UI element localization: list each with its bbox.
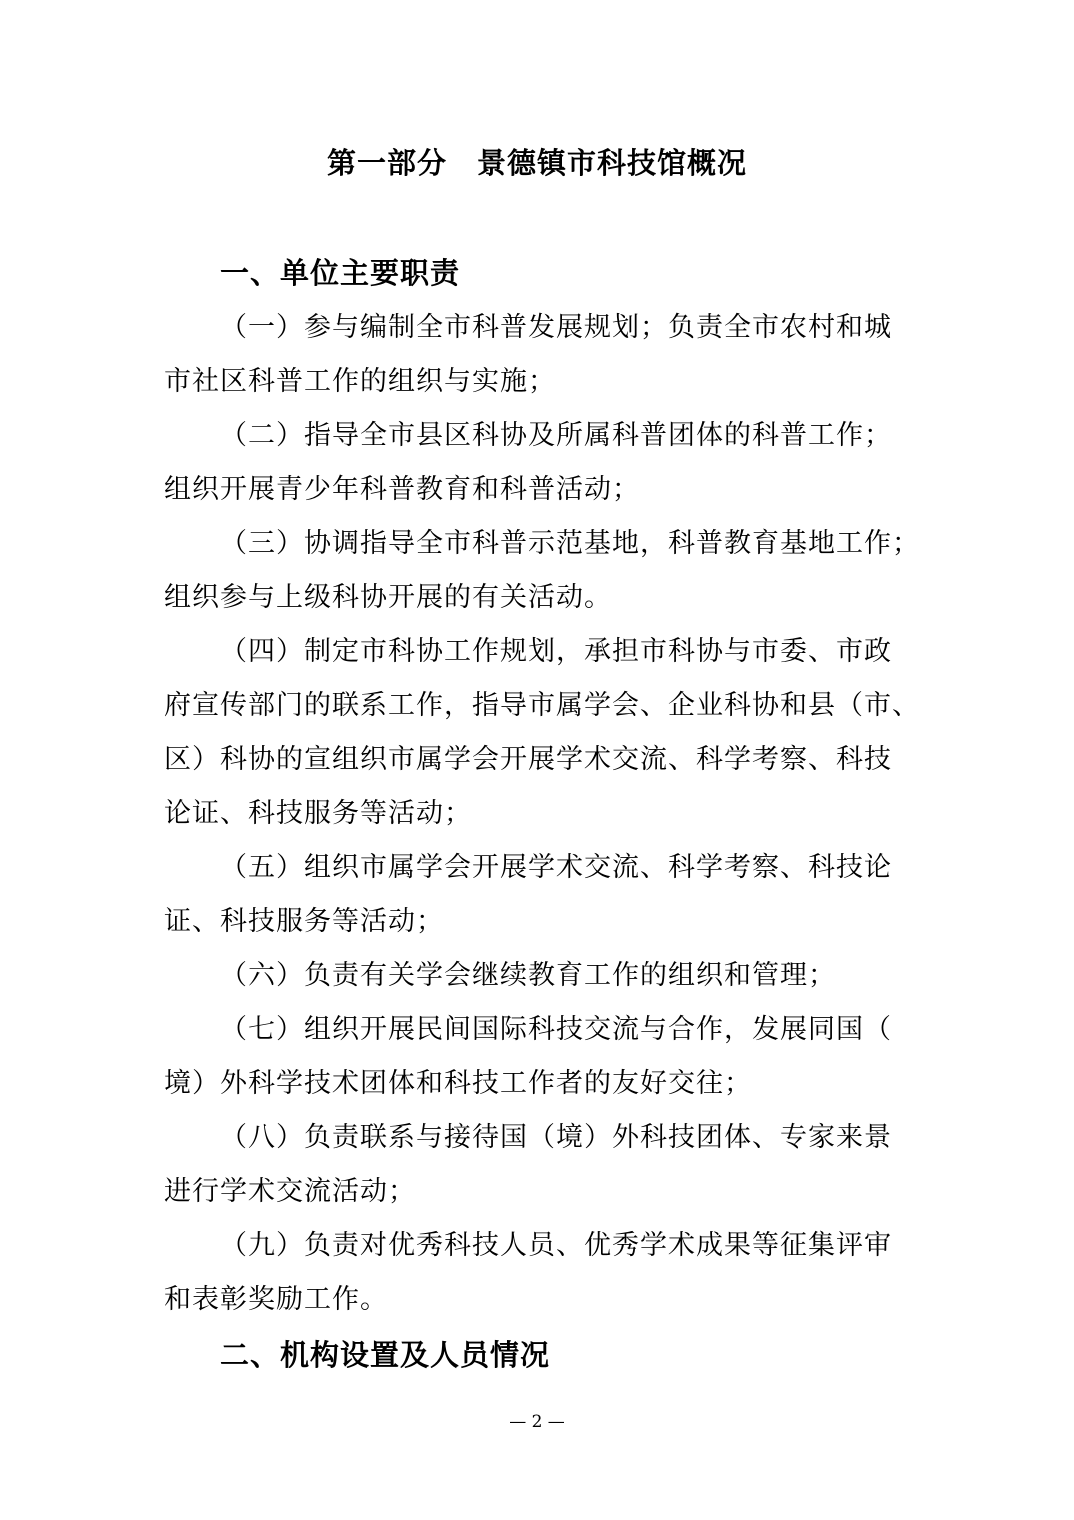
text-line: （三）协调指导全市科普示范基地，科普教育基地工作； [220,528,920,559]
text-line: （八）负责联系与接待国（境）外科技团体、专家来景 [220,1122,892,1153]
text-line: 论证、科技服务等活动； [164,798,472,829]
text-line: （七）组织开展民间国际科技交流与合作，发展同国（ [220,1014,892,1045]
section-heading-organization: 二、机构设置及人员情况 [220,1338,551,1372]
text-line: 证、科技服务等活动； [164,906,444,937]
text-line: 组织开展青少年科普教育和科普活动； [164,474,640,505]
text-line: （九）负责对优秀科技人员、优秀学术成果等征集评审 [220,1230,892,1261]
text-line: 府宣传部门的联系工作，指导市属学会、企业科协和县（市、 [164,690,920,721]
text-line: 和表彰奖励工作。 [164,1284,388,1315]
text-line: （一）参与编制全市科普发展规划；负责全市农村和城 [220,312,892,343]
text-line: 市社区科普工作的组织与实施； [164,366,556,397]
text-line: 区）科协的宣组织市属学会开展学术交流、科学考察、科技 [164,744,892,775]
text-line: （二）指导全市县区科协及所属科普团体的科普工作； [220,420,892,451]
text-line: 进行学术交流活动； [164,1176,416,1207]
page-title: 第一部分 景德镇市科技馆概况 [326,146,747,180]
text-line: （五）组织市属学会开展学术交流、科学考察、科技论 [220,852,892,883]
section-heading-duties: 一、单位主要职责 [220,256,461,290]
text-line: 境）外科学技术团体和科技工作者的友好交往； [164,1068,752,1099]
page-number: — 2 — [509,1412,565,1432]
text-line: （四）制定市科协工作规划，承担市科协与市委、市政 [220,636,892,667]
text-line: 组织参与上级科协开展的有关活动。 [164,582,612,613]
text-line: （六）负责有关学会继续教育工作的组织和管理； [220,960,836,991]
